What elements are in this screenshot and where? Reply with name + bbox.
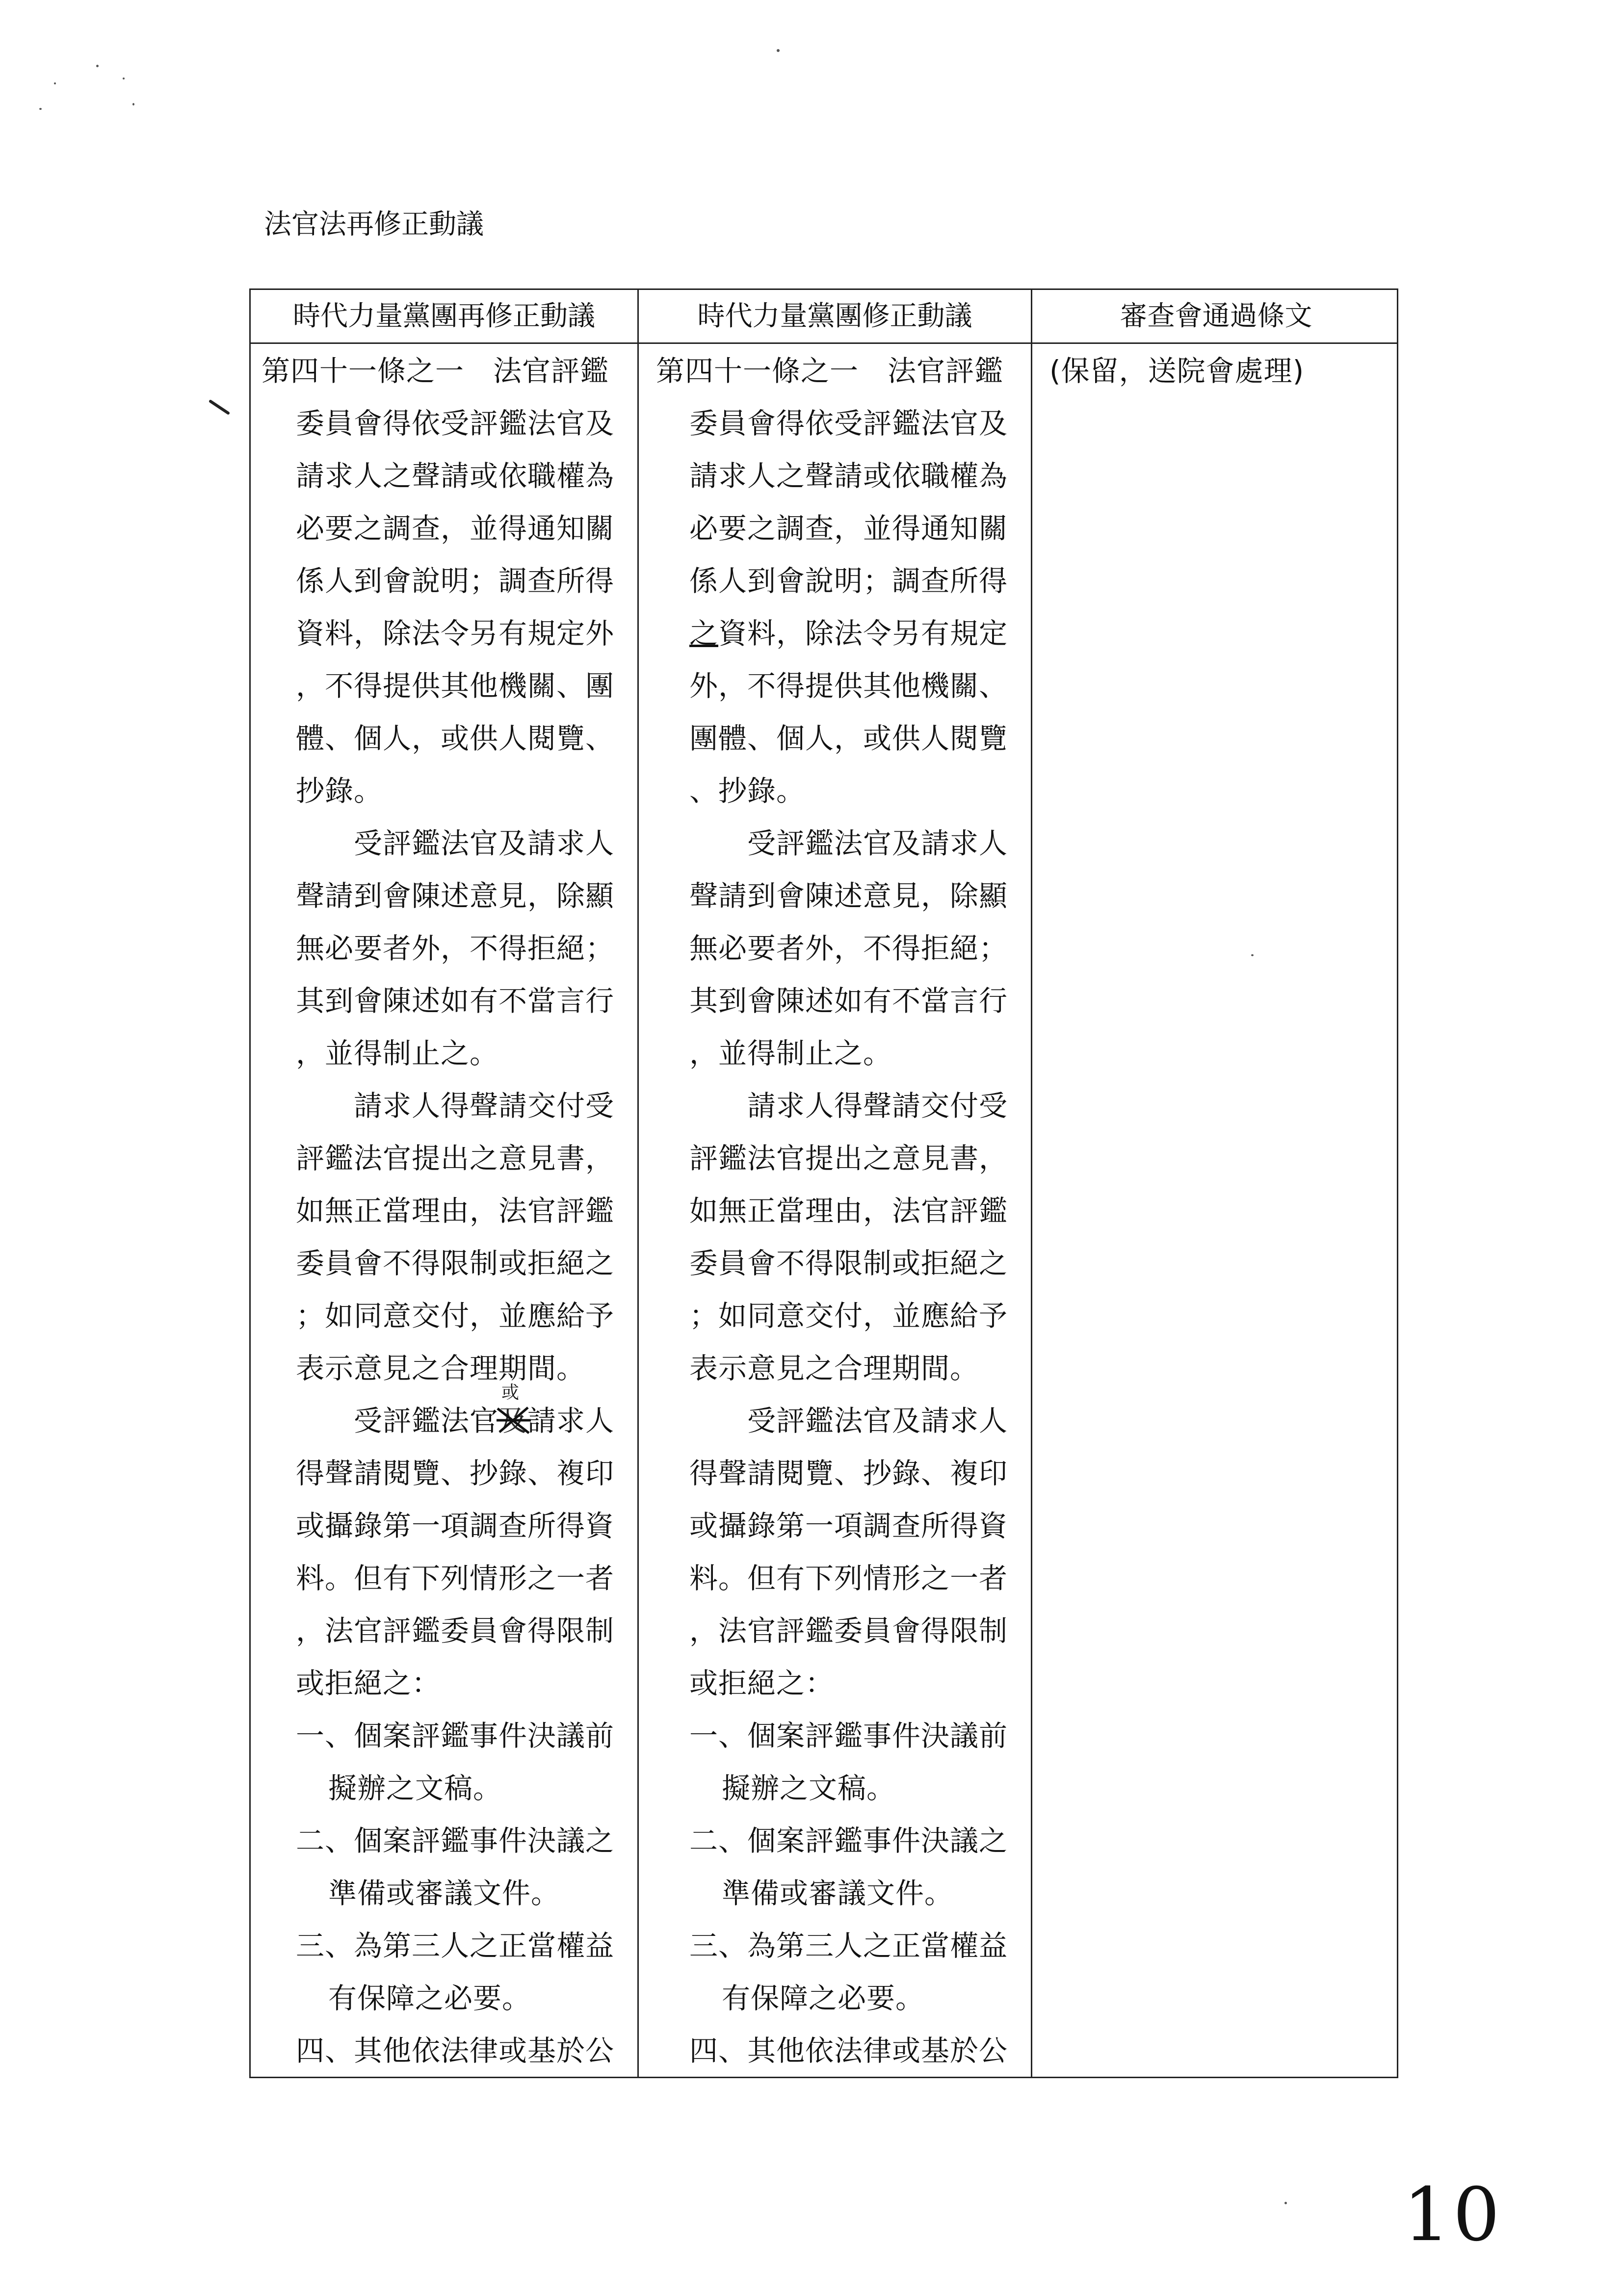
header-cell-proposal: 時代力量黨團修正動議: [697, 300, 972, 332]
text-line: 團體、個人，或供人閱覽: [689, 722, 1008, 755]
text-line: 抄錄。: [296, 774, 383, 808]
scan-speck: [96, 65, 99, 67]
text-line: 準備或審議文件。: [722, 1877, 954, 1910]
text-line: 準備或審議文件。: [328, 1877, 560, 1910]
text-line: 四、其他依法律或基於公: [296, 2034, 615, 2067]
scan-speck: [132, 103, 134, 105]
text-line: 、抄錄。: [689, 774, 806, 808]
header-cell-proposal-revised: 時代力量黨團再修正動議: [293, 300, 595, 332]
text-line: (保留，送院會處理): [1049, 354, 1305, 388]
text-line: 評鑑法官提出之意見書，: [689, 1142, 1008, 1175]
text-line: 必要之調查，並得通知關: [296, 512, 615, 545]
text-line: 得聲請閱覽、抄錄、複印: [689, 1457, 1008, 1490]
text-line: 或攝錄第一項調查所得資: [296, 1509, 615, 1542]
scan-speck: [123, 78, 125, 79]
text-line: 請求人得聲請交付受: [354, 1089, 615, 1122]
text-line: ；如同意交付，並應給予: [689, 1299, 1008, 1332]
text-line: 三、為第三人之正當權益: [689, 1929, 1008, 1962]
text-line: 請求人之聲請或依職權為: [296, 459, 615, 493]
text-line: 或拒絕之：: [689, 1667, 835, 1700]
text-line: 第四十一條之一 法官評鑑: [262, 354, 609, 388]
column-divider: [1031, 290, 1032, 2077]
text-line: 三、為第三人之正當權益: [296, 1929, 615, 1962]
text-line: 受評鑑法官及請求人: [354, 827, 615, 860]
text-line: 受評鑑法官及請求人: [747, 827, 1008, 860]
text-line: ，不得提供其他機關、團: [296, 669, 615, 703]
handwritten-page-number: 10: [1403, 2172, 1503, 2258]
text-fragment: 請求人: [527, 1404, 615, 1437]
text-line: 外，不得提供其他機關、: [689, 669, 1008, 703]
text-line: ；如同意交付，並應給予: [296, 1299, 615, 1332]
text-line: 表示意見之合理期間。: [296, 1352, 586, 1385]
text-line: 其到會陳述如有不當言行: [689, 984, 1008, 1018]
document-title: 法官法再修正動議: [264, 209, 484, 240]
text-line: 二、個案評鑑事件決議之: [689, 1824, 1008, 1857]
handwritten-edit: [498, 1383, 528, 1447]
text-line: 擬辦之文稿。: [722, 1772, 896, 1805]
text-line: 請求人得聲請交付受: [747, 1089, 1008, 1122]
text-line: 四、其他依法律或基於公: [689, 2034, 1008, 2067]
text-line: 請求人之聲請或依職權為: [689, 459, 1008, 493]
scan-mark: [209, 398, 233, 418]
text-line-with-underline: [689, 607, 1008, 660]
text-line-with-handwritten-edit: [354, 1383, 615, 1447]
text-line: 無必要者外，不得拒絕；: [689, 932, 1008, 965]
struck-character: 及: [498, 1404, 528, 1437]
text-line: 委員會得依受評鑑法官及: [296, 407, 615, 440]
text-line: 第四十一條之一 法官評鑑: [656, 354, 1004, 388]
scan-speck: [1284, 2202, 1287, 2204]
text-line: 擬辦之文稿。: [328, 1772, 502, 1805]
underlined-insertion: 之: [689, 617, 719, 650]
text-line: 二、個案評鑑事件決議之: [296, 1824, 615, 1857]
text-line: 資料，除法令另有規定外: [296, 617, 615, 650]
text-line: 評鑑法官提出之意見書，: [296, 1142, 615, 1175]
handwritten-strike-mark: [495, 1404, 534, 1438]
text-line: 或攝錄第一項調查所得資: [689, 1509, 1008, 1542]
text-line: 如無正當理由，法官評鑑: [689, 1194, 1008, 1227]
text-line: 聲請到會陳述意見，除顯: [296, 879, 615, 913]
text-line: 一、個案評鑑事件決議前: [296, 1719, 615, 1752]
text-line: 有保障之必要。: [328, 1982, 531, 2015]
text-line: 或拒絕之：: [296, 1667, 441, 1700]
column-divider: [637, 290, 639, 2077]
header-cell-committee-text: 審查會通過條文: [1120, 300, 1312, 332]
text-line: 委員會得依受評鑑法官及: [689, 407, 1008, 440]
text-fragment: 受評鑑法官: [354, 1404, 499, 1437]
header-divider: [251, 342, 1397, 344]
text-line: 其到會陳述如有不當言行: [296, 984, 615, 1018]
text-line: 受評鑑法官及請求人: [747, 1404, 1008, 1437]
text-line: 係人到會說明；調查所得: [296, 564, 615, 598]
text-fragment: 資料，除法令另有規定: [718, 617, 1008, 650]
comparison-table: [249, 288, 1398, 2078]
text-line: ，並得制止之。: [296, 1037, 499, 1070]
text-line: 無必要者外，不得拒絕；: [296, 932, 615, 965]
text-line: 聲請到會陳述意見，除顯: [689, 879, 1008, 913]
text-line: 如無正當理由，法官評鑑: [296, 1194, 615, 1227]
text-line: ，法官評鑑委員會得限制: [296, 1614, 615, 1647]
text-line: 委員會不得限制或拒絕之: [296, 1247, 615, 1280]
text-line: ，並得制止之。: [689, 1037, 892, 1070]
text-line: 一、個案評鑑事件決議前: [689, 1719, 1008, 1752]
text-line: 料。但有下列情形之一者: [689, 1562, 1008, 1595]
text-line: 係人到會說明；調查所得: [689, 564, 1008, 598]
text-line: ，法官評鑑委員會得限制: [689, 1614, 1008, 1647]
scan-speck: [777, 49, 780, 52]
handwritten-insertion: 或: [501, 1383, 520, 1403]
scan-speck: [39, 108, 42, 110]
text-line: 體、個人，或供人閱覽、: [296, 722, 615, 755]
text-line: 得聲請閱覽、抄錄、複印: [296, 1457, 615, 1490]
text-line: 有保障之必要。: [722, 1982, 925, 2015]
text-line: 料。但有下列情形之一者: [296, 1562, 615, 1595]
text-line: 表示意見之合理期間。: [689, 1352, 979, 1385]
text-line: 委員會不得限制或拒絕之: [689, 1247, 1008, 1280]
scan-speck: [54, 82, 56, 84]
text-line: 必要之調查，並得通知關: [689, 512, 1008, 545]
